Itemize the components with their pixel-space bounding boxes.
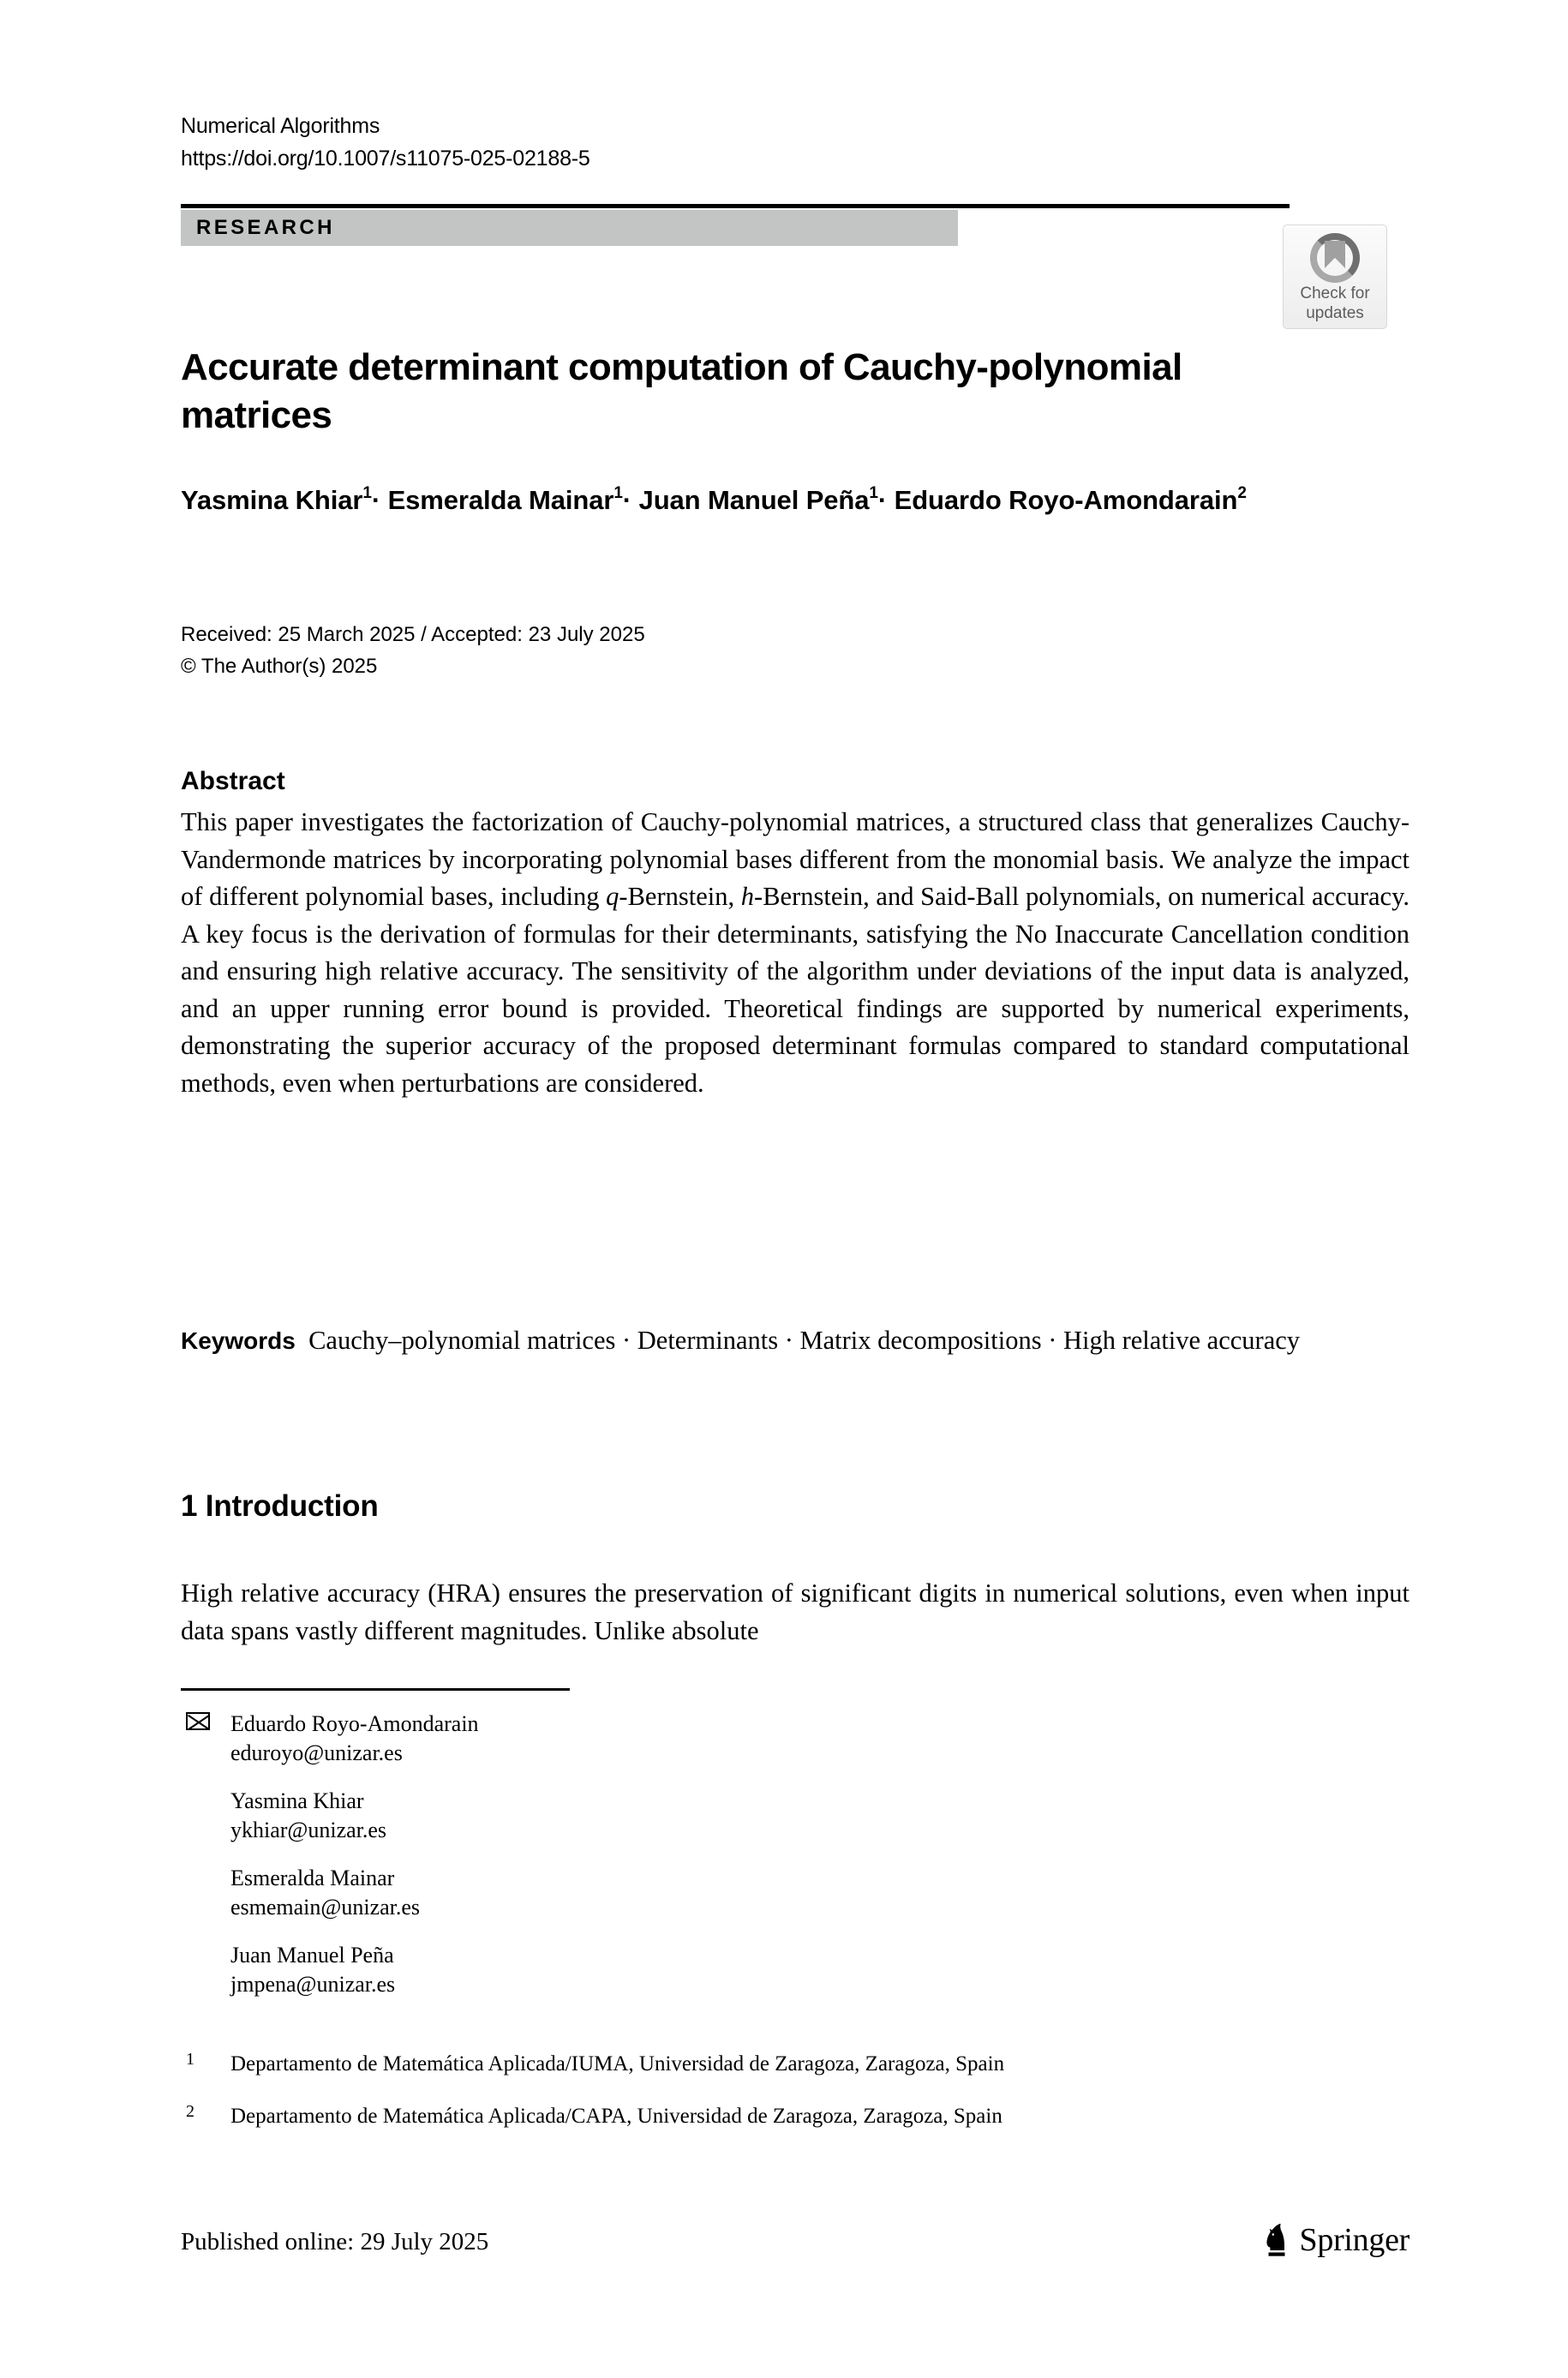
contact-list bbox=[181, 1710, 1209, 2018]
author-separator: · bbox=[371, 485, 381, 515]
author-affiliation-marker: 1 bbox=[362, 484, 372, 502]
author-separator: · bbox=[622, 485, 632, 515]
crossmark-caption-line2: updates bbox=[1306, 304, 1364, 322]
contact-name: Eduardo Royo-Amondarain bbox=[230, 1711, 479, 1736]
author-separator: · bbox=[877, 485, 888, 515]
contact-email[interactable]: ykhiar@unizar.es bbox=[230, 1818, 387, 1842]
contact-email[interactable]: eduroyo@unizar.es bbox=[230, 1740, 403, 1765]
contact-entry bbox=[181, 1864, 1209, 1922]
published-online-date: Published online: 29 July 2025 bbox=[181, 2228, 489, 2255]
contact-name: Esmeralda Mainar bbox=[230, 1866, 395, 1890]
contact-entry bbox=[181, 1941, 1209, 1999]
section-heading-introduction: 1 Introduction bbox=[181, 1489, 379, 1523]
article-title: Accurate determinant computation of Cauchy-polynomial matrices bbox=[181, 346, 1182, 437]
crossmark-caption bbox=[1284, 284, 1386, 323]
author-affiliation-marker: 2 bbox=[1237, 484, 1247, 502]
publisher-logo-block bbox=[1262, 2221, 1409, 2259]
author-affiliation-marker: 1 bbox=[869, 484, 878, 502]
copyright-line: © The Author(s) 2025 bbox=[181, 655, 378, 678]
crossmark-ring bbox=[1310, 233, 1360, 283]
affiliation-list bbox=[181, 2051, 1415, 2155]
received-accepted-line: Received: 25 March 2025 / Accepted: 23 July 2025 bbox=[181, 623, 645, 646]
abstract-part-2: -Bernstein, bbox=[619, 882, 741, 911]
affiliation-text: Departamento de Matemática Aplicada/CAPA, Universidad de Zaragoza, Zaragoza, Spain bbox=[230, 2105, 1002, 2128]
introduction-paragraph: High relative accuracy (HRA) ensures the preservation of significant digits in numerical solutions, even when input data spans vastly different magnitudes. Unlike absolute bbox=[181, 1578, 1409, 1645]
author-name[interactable]: Juan Manuel Peña bbox=[638, 485, 870, 515]
contact-name: Yasmina Khiar bbox=[230, 1788, 364, 1813]
affiliation-text: Departamento de Matemática Aplicada/IUMA, Universidad de Zaragoza, Zaragoza, Spain bbox=[230, 2052, 1005, 2076]
affiliation-number: 2 bbox=[186, 2102, 195, 2121]
keywords-label: Keywords bbox=[181, 1327, 296, 1354]
springer-knight-logo bbox=[1262, 2222, 1291, 2258]
author-name[interactable]: Eduardo Royo-Amondarain bbox=[894, 485, 1238, 515]
journal-header bbox=[181, 110, 590, 175]
header-rule bbox=[181, 204, 1290, 208]
author-affiliation-marker: 1 bbox=[613, 484, 623, 502]
footnote-separator bbox=[181, 1688, 570, 1691]
check-for-updates-badge[interactable] bbox=[1283, 225, 1387, 329]
author-name[interactable]: Esmeralda Mainar bbox=[387, 485, 614, 515]
affiliation-entry bbox=[181, 2051, 1415, 2078]
abstract-part-3: -Bernstein, and Said-Ball polynomials, on numerical accuracy. A key focus is the derivation of formulas for their determinants, satisfying the No Inaccurate Cancellation condition and ensuring high relative accuracy. The sensitivity of the algorithm under deviations of the input data is analyzed, and an upper running error bound is provided. Theoretical findings are supported by numerical experiments, demonstrating the superior accuracy of the proposed determinant formulas compared to standard computational methods, even when perturbations are considered. bbox=[181, 882, 1409, 1098]
journal-name: Numerical Algorithms bbox=[181, 114, 380, 138]
author-list bbox=[181, 480, 1295, 521]
article-type-banner bbox=[181, 210, 958, 246]
contact-email[interactable]: jmpena@unizar.es bbox=[230, 1972, 396, 1997]
publication-dates bbox=[181, 619, 645, 682]
affiliation-entry bbox=[181, 2103, 1415, 2130]
abstract-italic-h: h bbox=[740, 882, 755, 911]
crossmark-icon bbox=[1310, 233, 1360, 283]
abstract-heading: Abstract bbox=[181, 767, 285, 795]
contact-entry-corresponding bbox=[181, 1710, 1209, 1768]
abstract-italic-q: q bbox=[606, 882, 619, 911]
abstract-text bbox=[181, 804, 1409, 1102]
crossmark-caption-line1: Check for bbox=[1300, 285, 1370, 302]
affiliation-number: 1 bbox=[186, 2050, 195, 2069]
contact-email[interactable]: esmemain@unizar.es bbox=[230, 1895, 421, 1920]
article-type-label: RESEARCH bbox=[196, 216, 335, 239]
envelope-icon bbox=[186, 1712, 210, 1730]
author-name[interactable]: Yasmina Khiar bbox=[181, 485, 363, 515]
keywords-block bbox=[181, 1322, 1409, 1360]
contact-entry bbox=[181, 1787, 1209, 1845]
journal-doi[interactable]: https://doi.org/10.1007/s11075-025-02188-5 bbox=[181, 147, 590, 171]
contact-name: Juan Manuel Peña bbox=[230, 1943, 394, 1968]
publisher-name: Springer bbox=[1299, 2222, 1409, 2258]
abstract-part-1: This paper investigates the factorization of Cauchy-polynomial matrices, a structured class that generalizes Cauchy-Vandermonde matrices by incorporating polynomial bases different from the monomial basis. We analyze the impact of different polynomial bases, including bbox=[181, 807, 1409, 911]
keywords-text: Cauchy–polynomial matrices · Determinants · Matrix decompositions · High relative accuracy bbox=[308, 1326, 1301, 1355]
